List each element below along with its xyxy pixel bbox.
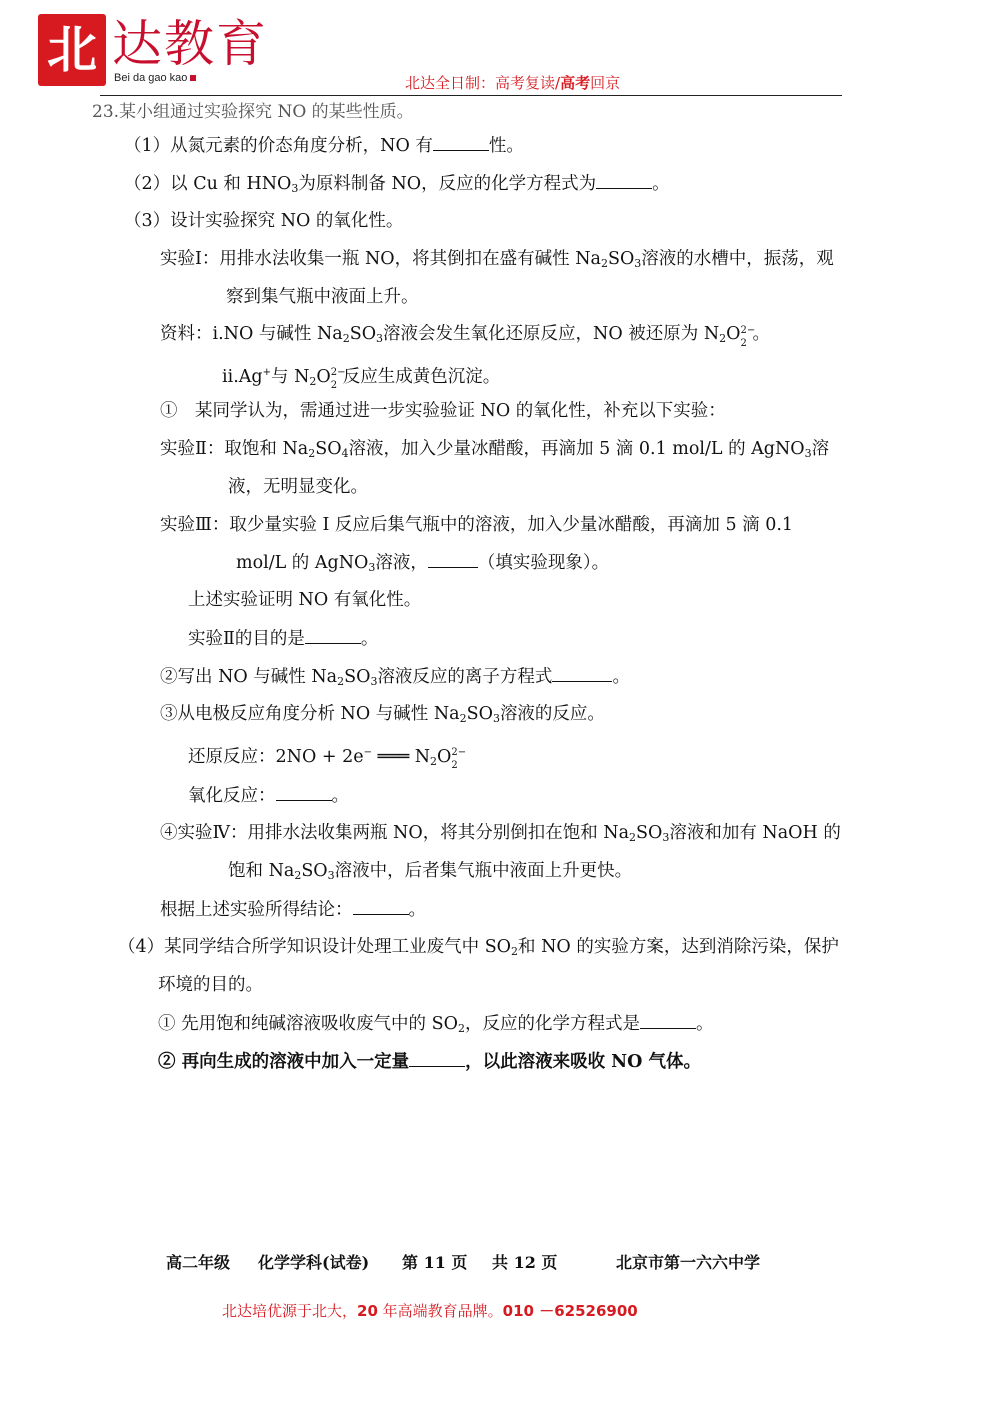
footer-subject: 化学学科(试卷) xyxy=(258,1253,370,1272)
step4-line-2: 饱和 $Na_2SO_3$溶液中，后者集气瓶中液面上升更快。 xyxy=(228,861,633,882)
exp2-line: 实验Ⅱ：取饱和 $Na_2SO_4$溶液，加入少量冰醋酸，再滴加 5 滴 0.1 mol/L 的 AgNO$_3$溶 xyxy=(160,439,830,460)
proof-line: 上述实验证明 NO 有氧化性。 xyxy=(188,590,422,610)
answer-blank xyxy=(596,172,652,189)
logo-subtitle: Bei da gao kao xyxy=(114,72,196,84)
plan2-line: ② 再向生成的溶液中加入一定量 ，以此溶液来吸收 NO 气体。 xyxy=(158,1052,702,1072)
answer-blank xyxy=(353,898,409,915)
reduction-line: 还原反应：2NO + 2e− ═══ $N_2O$ 2− 2 xyxy=(188,746,467,772)
exp3-line-2: mol/L 的 AgNO$_3$溶液， （填实验现象）。 xyxy=(236,553,610,574)
exp1-line-2: 察到集气瓶中液面上升。 xyxy=(226,287,419,307)
footer-grade: 高二年级 xyxy=(166,1253,231,1272)
footer-school: 北京市第一六六中学 xyxy=(616,1253,761,1272)
step4-line: ④实验Ⅳ：用排水法收集两瓶 NO，将其分别倒扣在饱和 $Na_2SO_3$溶液和加有 NaOH 的 xyxy=(160,823,841,844)
q4-line-2: 环境的目的。 xyxy=(158,975,263,995)
conclusion-line: 根据上述实验所得结论： 。 xyxy=(160,900,426,920)
answer-blank xyxy=(552,665,612,682)
answer-blank xyxy=(276,784,332,801)
oxidation-line: 氧化反应： 。 xyxy=(188,786,349,806)
answer-blank xyxy=(428,551,478,568)
q1-line: （1）从氮元素的价态角度分析，NO 有 性。 xyxy=(124,136,524,156)
purpose-line: 实验Ⅱ的目的是 。 xyxy=(188,629,379,649)
q3-line: （3）设计实验探究 NO 的氧化性。 xyxy=(124,211,404,231)
q2-line: （2）以 Cu 和 $HNO_3$为原料制备 NO，反应的化学方程式为 。 xyxy=(124,174,670,195)
logo-text: 达教育 xyxy=(112,15,268,73)
question-title: 23.某小组通过实验探究 NO 的某些性质。 xyxy=(92,102,414,122)
answer-blank xyxy=(409,1050,465,1067)
exp2-line-2: 液，无明显变化。 xyxy=(228,477,368,497)
answer-blank xyxy=(433,134,489,151)
q4-line: （4）某同学结合所学知识设计处理工业废气中 $SO_2$和 NO 的实验方案，达到消除污染，保护 xyxy=(118,937,839,958)
footer-brand: 北达培优源于北大，20 年高端教育品牌。010 －62526900 xyxy=(222,1302,638,1320)
header-divider xyxy=(100,95,842,96)
step2-line: ②写出 NO 与碱性 $Na_2SO_3$溶液反应的离子方程式 。 xyxy=(160,667,630,688)
exp1-line: 实验Ⅰ：用排水法收集一瓶 NO，将其倒扣在盛有碱性 $Na_2SO_3$溶液的水槽中，振荡，观 xyxy=(160,249,834,270)
footer-page: 第 11 页 xyxy=(402,1253,468,1272)
footer-total: 共 12 页 xyxy=(492,1253,558,1272)
answer-blank xyxy=(305,627,361,644)
step3-line: ③从电极反应角度分析 NO 与碱性 $Na_2SO_3$溶液的反应。 xyxy=(160,704,605,725)
info-line-2: ⅱ.Ag+与 $N_2O$ 2− 2 反应生成黄色沉淀。 xyxy=(222,366,501,392)
logo-mark: 北 xyxy=(38,14,106,86)
plan1-line: ① 先用饱和纯碱溶液吸收废气中的 $SO_2$，反应的化学方程式是 。 xyxy=(158,1014,714,1035)
square-icon xyxy=(190,75,196,81)
step1-line: ① 某同学认为，需通过进一步实验验证 NO 的氧化性，补充以下实验： xyxy=(160,401,726,421)
exp3-line: 实验Ⅲ：取少量实验 Ⅰ 反应后集气瓶中的溶液，加入少量冰醋酸，再滴加 5 滴 0.1 xyxy=(160,515,794,535)
header-tagline: 北达全日制：高考复读/高考回京 xyxy=(405,74,621,92)
info-line: 资料：ⅰ.NO 与碱性 $Na_2SO_3$溶液会发生氧化还原反应，NO 被还原为 $N_2O$ 2− 2 。 xyxy=(160,324,771,349)
answer-blank xyxy=(640,1012,696,1029)
